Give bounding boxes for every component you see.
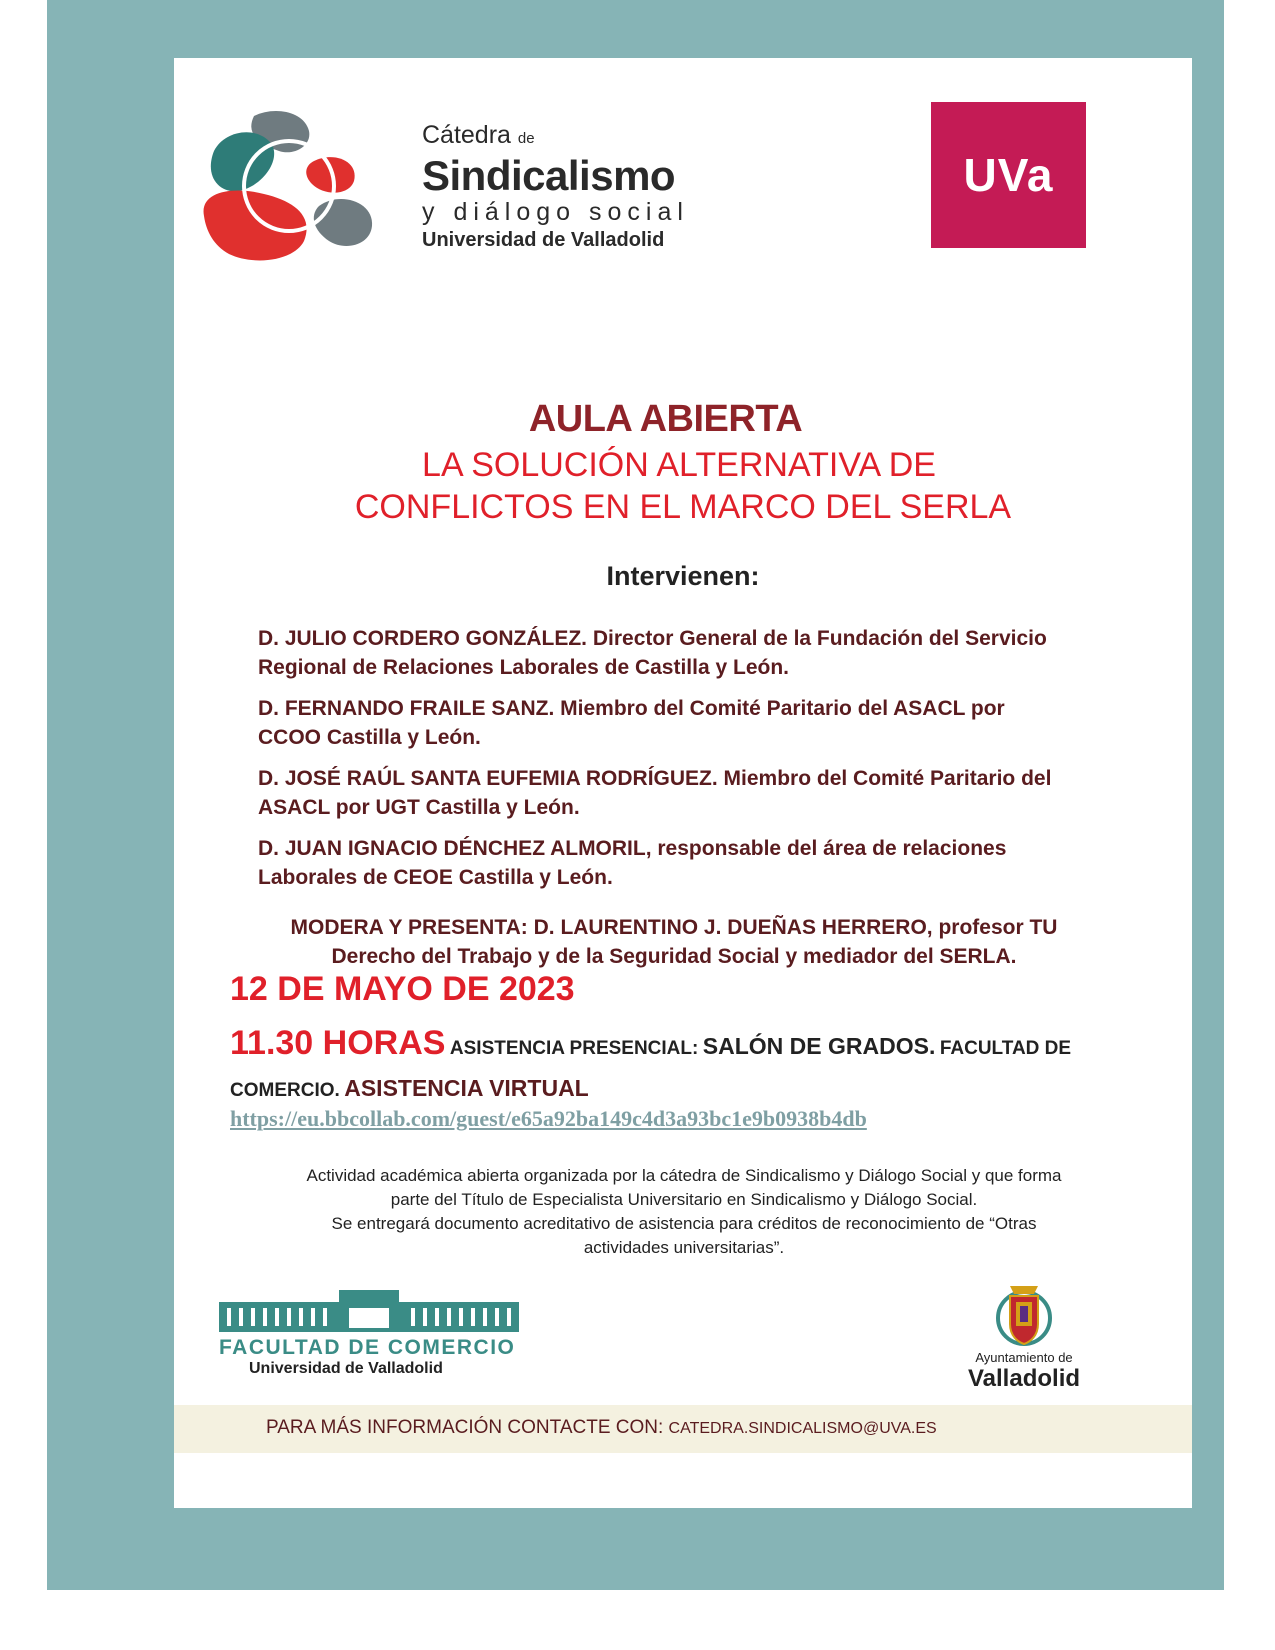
footnote-line: Actividad académica abierta organizada por la cátedra de Sindicalismo y Diálogo Social y que forma (306, 1166, 1062, 1185)
title-subtitle-line1: LA SOLUCIÓN ALTERNATIVA DE (422, 446, 936, 484)
catedra-line4: Universidad de Valladolid (422, 229, 665, 251)
speaker-line: ASACL por UGT Castilla y León. (258, 796, 580, 819)
footnote-line: parte del Título de Especialista Universitario en Sindicalismo y Diálogo Social. (390, 1190, 978, 1209)
speaker-item (258, 694, 1098, 752)
virtual-label: ASISTENCIA VIRTUAL (344, 1075, 589, 1101)
poster-sheet (174, 58, 1192, 1508)
speaker-line: Regional de Relaciones Laborales de Castilla y León. (258, 656, 789, 679)
intervienen-heading: Intervienen: (606, 561, 760, 591)
speaker-line: D. FERNANDO FRAILE SANZ. Miembro del Comité Paritario del ASACL por (258, 697, 1005, 720)
catedra-line1-small: de (517, 130, 535, 147)
speakers-list (258, 624, 1098, 904)
presencial-label: ASISTENCIA PRESENCIAL: (449, 1038, 699, 1059)
contact-email[interactable]: CATEDRA.SINDICALISMO@UVA.ES (668, 1420, 937, 1437)
moderator-block (234, 913, 1114, 971)
speaker-line: CCOO Castilla y León. (258, 726, 481, 749)
title-subtitle-line2: CONFLICTOS EN EL MARCO DEL SERLA (354, 488, 1012, 526)
building-icon (219, 1290, 519, 1336)
catedra-logo (194, 106, 714, 266)
ayuntamiento-line2: Valladolid (967, 1365, 1081, 1392)
event-time: 11.30 HORAS (230, 1024, 446, 1062)
footnote-line: actividades universitarias”. (583, 1238, 785, 1257)
uva-logo (931, 102, 1086, 248)
speaker-item (258, 764, 1098, 822)
facultad-comercio-logo (219, 1290, 519, 1380)
footnote-line: Se entregará documento acreditativo de asistencia para créditos de reconocimiento de “Otras (331, 1214, 1037, 1233)
ayuntamiento-line1: Ayuntamiento de (975, 1350, 1073, 1365)
footnote (234, 1164, 1134, 1260)
speaker-line: D. JUAN IGNACIO DÉNCHEZ ALMORIL, responsable del área de relaciones (258, 837, 1007, 860)
catedra-emblem-icon (194, 106, 394, 266)
catedra-line1: Cátedra (422, 121, 511, 149)
facultad-logo-line1: FACULTAD DE COMERCIO (219, 1336, 516, 1359)
speaker-line: D. JULIO CORDERO GONZÁLEZ. Director General de la Fundación del Servicio (258, 627, 1047, 650)
event-venue: SALÓN DE GRADOS. (702, 1033, 936, 1059)
contact-bar (174, 1405, 1192, 1453)
uva-logo-text: UVa (963, 149, 1054, 201)
virtual-session-link[interactable]: https://eu.bbcollab.com/guest/e65a92ba149c4d3a93bc1e9b0938b4db (230, 1106, 867, 1131)
facultad-logo-line2: Universidad de Valladolid (249, 1360, 443, 1377)
event-date: 12 DE MAYO DE 2023 (230, 970, 575, 1008)
catedra-line3: y diálogo social (422, 198, 689, 226)
speaker-item (258, 834, 1098, 892)
speaker-line: Laborales de CEOE Castilla y León. (258, 866, 613, 889)
title-main: AULA ABIERTA (528, 398, 803, 440)
comercio-text: COMERCIO. (230, 1080, 340, 1101)
ayuntamiento-logo (954, 1280, 1094, 1390)
contact-label: PARA MÁS INFORMACIÓN CONTACTE CON: (266, 1417, 664, 1438)
moderator-line1: MODERA Y PRESENTA: D. LAURENTINO J. DUEÑAS HERRERO, profesor TU (290, 916, 1058, 939)
event-time-venue (230, 1024, 1110, 1111)
speaker-item (258, 624, 1098, 682)
moderator-line2: Derecho del Trabajo y de la Seguridad Social y mediador del SERLA. (331, 945, 1017, 968)
catedra-line2: Sindicalismo (422, 152, 676, 199)
facultad-de-text: FACULTAD DE (939, 1038, 1072, 1059)
coat-of-arms-icon (954, 1280, 1094, 1348)
speaker-line: D. JOSÉ RAÚL SANTA EUFEMIA RODRÍGUEZ. Miembro del Comité Paritario del (258, 767, 1052, 790)
page-frame (47, 0, 1224, 1590)
